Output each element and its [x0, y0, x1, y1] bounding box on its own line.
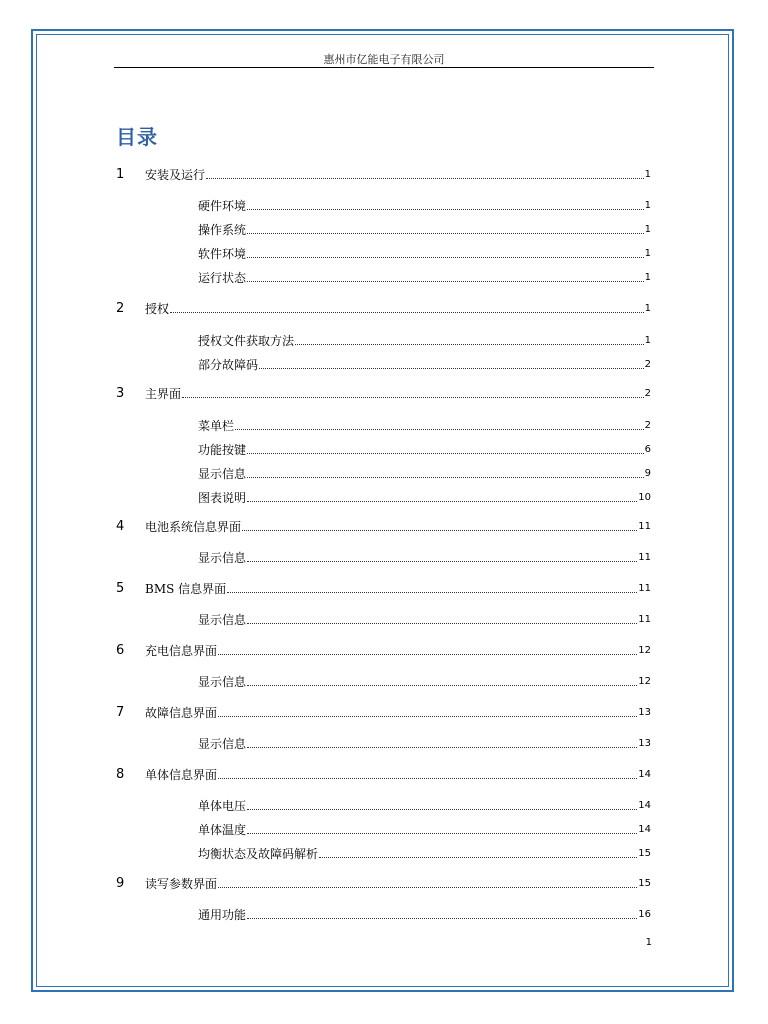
- toc-dot-leader: [218, 715, 637, 717]
- toc-entry-section[interactable]: [198, 671, 651, 689]
- toc-entry-page: 14: [638, 800, 651, 811]
- toc-entry-page: 13: [638, 707, 651, 718]
- toc-entry-label: 部分故障码: [198, 358, 259, 372]
- toc-entry-label: 图表说明: [198, 491, 247, 505]
- toc-entry-chapter[interactable]: [116, 516, 651, 534]
- toc-entry-number: 9: [116, 876, 125, 891]
- toc-dot-leader: [247, 232, 644, 234]
- toc-entry-label: 显示信息: [198, 737, 247, 751]
- toc-entry-label: 软件环境: [198, 247, 247, 261]
- toc-entry-section[interactable]: [198, 354, 651, 372]
- toc-dot-leader: [242, 529, 637, 531]
- toc-entry-label: 硬件环境: [198, 199, 247, 213]
- toc-dot-leader: [182, 396, 644, 398]
- toc-entry-label: 显示信息: [198, 675, 247, 689]
- toc-dot-leader: [247, 746, 637, 748]
- toc-dot-leader: [319, 856, 637, 858]
- toc-entry-label: 单体电压: [198, 799, 247, 813]
- toc-entry-section[interactable]: [198, 819, 651, 837]
- toc-entry-label: 单体温度: [198, 823, 247, 837]
- toc-entry-section[interactable]: [198, 609, 651, 627]
- toc-entry-page: 9: [644, 468, 651, 479]
- toc-dot-leader: [218, 886, 637, 888]
- toc-entry-label: 通用功能: [198, 908, 247, 922]
- toc-entry-page: 1: [644, 248, 651, 259]
- toc-dot-leader: [227, 591, 637, 593]
- toc-entry-label: 显示信息: [198, 551, 247, 565]
- toc-entry-section[interactable]: [198, 267, 651, 285]
- toc-dot-leader: [295, 343, 644, 345]
- toc-entry-section[interactable]: [198, 330, 651, 348]
- toc-entry-page: 2: [644, 420, 651, 431]
- toc-entry-label: 故障信息界面: [145, 706, 218, 720]
- toc-entry-number: 8: [116, 767, 125, 782]
- toc-dot-leader: [247, 208, 644, 210]
- header-rule: [114, 67, 654, 68]
- toc-entry-section[interactable]: [198, 439, 651, 457]
- toc-title: 目录: [116, 125, 158, 149]
- toc-entry-chapter[interactable]: [116, 702, 651, 720]
- toc-dot-leader: [247, 452, 644, 454]
- toc-dot-leader: [259, 367, 644, 369]
- toc-dot-leader: [247, 622, 637, 624]
- toc-entry-label: 均衡状态及故障码解析: [198, 847, 319, 861]
- toc-entry-chapter[interactable]: [116, 298, 651, 316]
- toc-entry-label: BMS 信息界面: [145, 582, 227, 596]
- toc-entry-page: 10: [638, 492, 651, 503]
- toc-entry-number: 1: [116, 167, 125, 182]
- toc-entry-chapter[interactable]: [116, 873, 651, 891]
- toc-entry-section[interactable]: [198, 195, 651, 213]
- toc-entry-page: 1: [644, 169, 651, 180]
- toc-entry-chapter[interactable]: [116, 640, 651, 658]
- toc-entry-section[interactable]: [198, 795, 651, 813]
- toc-entry-number: 2: [116, 301, 125, 316]
- toc-entry-number: 3: [116, 386, 125, 401]
- toc-entry-label: 读写参数界面: [145, 877, 218, 891]
- toc-dot-leader: [247, 917, 637, 919]
- toc-dot-leader: [218, 777, 637, 779]
- toc-entry-page: 6: [644, 444, 651, 455]
- toc-entry-section[interactable]: [198, 243, 651, 261]
- toc-entry-section[interactable]: [198, 733, 651, 751]
- toc-entry-chapter[interactable]: [116, 164, 651, 182]
- toc-entry-label: 菜单栏: [198, 419, 235, 433]
- toc-dot-leader: [247, 500, 637, 502]
- toc-entry-page: 1: [644, 272, 651, 283]
- toc-entry-page: 11: [638, 521, 651, 532]
- toc-entry-label: 显示信息: [198, 467, 247, 481]
- toc-entry-label: 电池系统信息界面: [145, 520, 242, 534]
- toc-entry-page: 11: [638, 583, 651, 594]
- toc-entry-page: 14: [638, 769, 651, 780]
- toc-entry-number: 6: [116, 643, 125, 658]
- running-header: 惠州市亿能电子有限公司: [323, 53, 445, 66]
- toc-entry-page: 12: [638, 676, 651, 687]
- toc-entry-page: 13: [638, 738, 651, 749]
- toc-dot-leader: [235, 428, 644, 430]
- toc-entry-section[interactable]: [198, 219, 651, 237]
- toc-dot-leader: [247, 476, 644, 478]
- toc-entry-label: 安装及运行: [145, 168, 206, 182]
- toc-entry-label: 显示信息: [198, 613, 247, 627]
- toc-entry-section[interactable]: [198, 904, 651, 922]
- toc-entry-label: 单体信息界面: [145, 768, 218, 782]
- toc-entry-label: 运行状态: [198, 271, 247, 285]
- page-number: 1: [645, 937, 652, 948]
- toc-entry-section[interactable]: [198, 463, 651, 481]
- toc-dot-leader: [247, 280, 644, 282]
- toc-dot-leader: [247, 256, 644, 258]
- toc-entry-page: 1: [644, 335, 651, 346]
- toc-entry-number: 7: [116, 705, 125, 720]
- toc-entry-page: 1: [644, 224, 651, 235]
- toc-entry-page: 16: [638, 909, 651, 920]
- toc-dot-leader: [247, 832, 637, 834]
- toc-entry-page: 11: [638, 552, 651, 563]
- toc-entry-label: 功能按键: [198, 443, 247, 457]
- toc-entry-page: 1: [644, 200, 651, 211]
- toc-dot-leader: [170, 311, 644, 313]
- toc-entry-section[interactable]: [198, 843, 651, 861]
- toc-entry-page: 11: [638, 614, 651, 625]
- toc-dot-leader: [247, 560, 637, 562]
- toc-entry-page: 15: [638, 848, 651, 859]
- toc-dot-leader: [247, 808, 637, 810]
- toc-entry-page: 2: [644, 359, 651, 370]
- toc-entry-page: 12: [638, 645, 651, 656]
- toc-dot-leader: [218, 653, 637, 655]
- toc-entry-label: 操作系统: [198, 223, 247, 237]
- toc-entry-page: 2: [644, 388, 651, 399]
- toc-dot-leader: [206, 177, 644, 179]
- toc-entry-label: 主界面: [145, 387, 182, 401]
- toc-entry-page: 15: [638, 878, 651, 889]
- toc-entry-chapter[interactable]: [116, 764, 651, 782]
- toc-entry-page: 1: [644, 303, 651, 314]
- toc-entry-chapter[interactable]: [116, 383, 651, 401]
- toc-entry-label: 授权文件获取方法: [198, 334, 295, 348]
- toc-dot-leader: [247, 684, 637, 686]
- toc-entry-number: 5: [116, 581, 125, 596]
- toc-entry-chapter[interactable]: [116, 578, 651, 596]
- toc-entry-page: 14: [638, 824, 651, 835]
- toc-entry-section[interactable]: [198, 487, 651, 505]
- toc-entry-section[interactable]: [198, 415, 651, 433]
- toc-entry-label: 充电信息界面: [145, 644, 218, 658]
- toc-entry-label: 授权: [145, 302, 170, 316]
- toc-entry-section[interactable]: [198, 547, 651, 565]
- toc-entry-number: 4: [116, 519, 125, 534]
